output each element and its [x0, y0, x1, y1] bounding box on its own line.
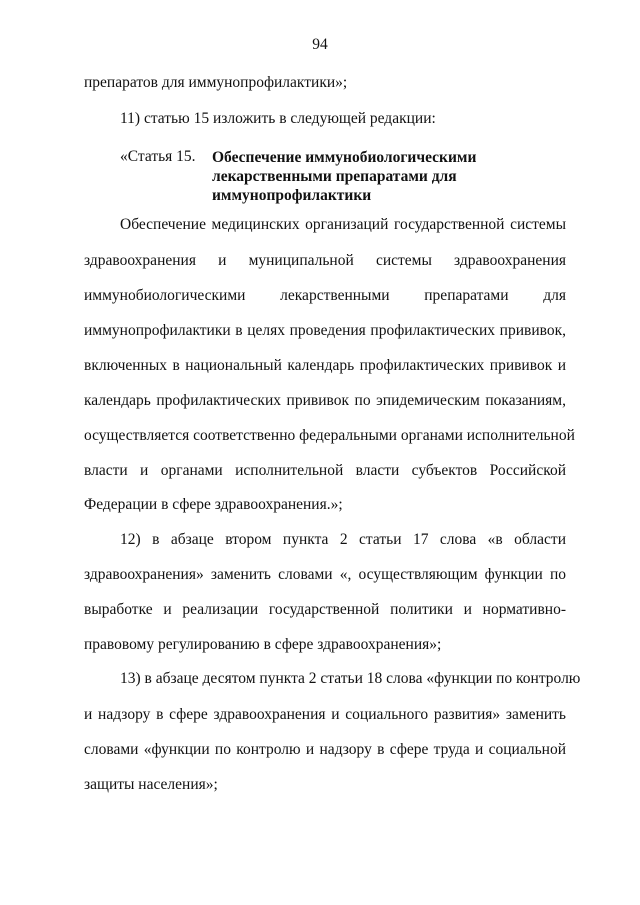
text-line: осуществляется соответственно федеральными органами исполнительной	[84, 427, 575, 444]
page-number: 94	[312, 36, 328, 53]
text-line: власти и органами исполнительной власти субъектов Российской	[84, 462, 566, 479]
article-title-line: иммунопрофилактики	[212, 187, 372, 204]
article-title-line: Обеспечение иммунобиологическими	[212, 149, 477, 166]
article-title-line: лекарственными препаратами для	[212, 168, 457, 185]
text-line: 12) в абзаце втором пункта 2 статьи 17 слова «в области	[120, 531, 566, 548]
text-line: Обеспечение медицинских организаций государственной системы	[120, 216, 566, 233]
text-line: словами «функции по контролю и надзору в сфере труда и социальной	[84, 741, 566, 758]
text-line: здравоохранения» заменить словами «, осуществляющим функции по	[84, 566, 566, 583]
text-line: включенных в национальный календарь профилактических прививок и	[84, 357, 566, 374]
article-title	[212, 148, 476, 205]
text-line: выработке и реализации государственной политики и нормативно-	[84, 601, 566, 618]
text-line: защиты населения»;	[84, 776, 218, 793]
text-line: 11) статью 15 изложить в следующей редакции:	[120, 110, 436, 127]
text-line: 13) в абзаце десятом пункта 2 статьи 18 слова «функции по контролю	[120, 670, 581, 687]
text-line: иммунопрофилактики в целях проведения профилактических прививок,	[84, 322, 566, 339]
text-line: здравоохранения и муниципальной системы здравоохранения	[84, 252, 566, 269]
article-label: «Статья 15.	[120, 148, 196, 165]
text-line: календарь профилактических прививок по эпидемическим показаниям,	[84, 392, 566, 409]
text-line: иммунобиологическими лекарственными препаратами для	[84, 287, 566, 304]
text-line: и надзору в сфере здравоохранения и социального развития» заменить	[84, 706, 566, 723]
text-line: препаратов для иммунопрофилактики»;	[84, 74, 348, 91]
text-line: Федерации в сфере здравоохранения.»;	[84, 496, 343, 513]
text-line: правовому регулированию в сфере здравоохранения»;	[84, 636, 442, 653]
